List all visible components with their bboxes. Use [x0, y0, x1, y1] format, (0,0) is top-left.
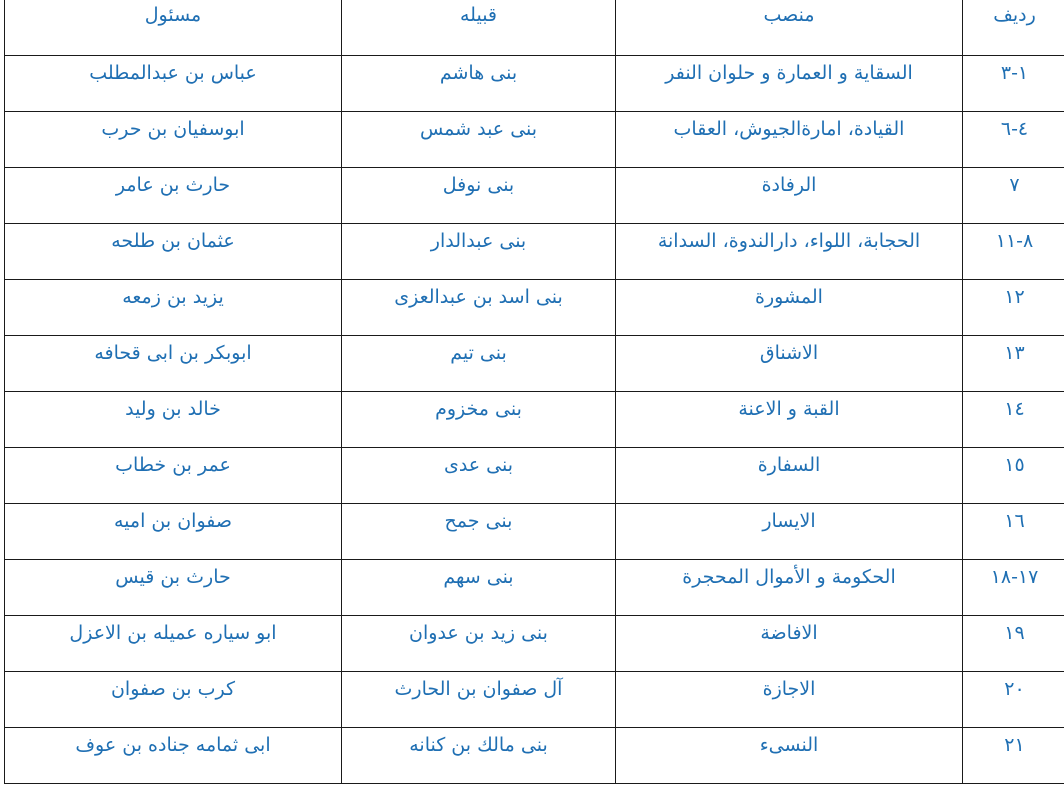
table-row	[5, 224, 1064, 280]
masool-text: حارث بن عامر	[115, 174, 231, 196]
radif-cell	[963, 56, 1064, 112]
radif-cell	[963, 616, 1064, 672]
radif-cell	[963, 672, 1064, 728]
masool-text: ابی ثمامه جناده بن عوف	[75, 734, 271, 756]
mansab-text: الایسار	[762, 510, 816, 532]
masool-cell	[5, 616, 342, 672]
header-radif: ردیف	[993, 4, 1036, 26]
masool-text: حارث بن قیس	[115, 566, 231, 588]
masool-cell	[5, 56, 342, 112]
mansab-cell	[616, 448, 963, 504]
radif-text: ٤-٦	[1000, 118, 1029, 140]
qabileh-text: بنی تیم	[450, 342, 507, 364]
mansab-text: الحجابة، اللواء، دارالندوة، السدانة	[657, 230, 921, 252]
qabileh-text: بنی هاشم	[439, 62, 518, 84]
radif-text: ١-٣	[1000, 62, 1029, 84]
radif-cell	[963, 560, 1064, 616]
radif-text: ١٤	[1004, 398, 1025, 420]
header-masool-cell	[5, 0, 342, 56]
radif-text: ١٧-١٨	[990, 566, 1039, 588]
table-row	[5, 392, 1064, 448]
masool-cell	[5, 336, 342, 392]
qabileh-cell	[342, 560, 616, 616]
radif-text: ٨-١١	[995, 230, 1034, 252]
masool-cell	[5, 392, 342, 448]
mansab-cell	[616, 224, 963, 280]
masool-text: عباس بن عبدالمطلب	[89, 62, 257, 84]
mansab-cell	[616, 616, 963, 672]
qabileh-cell	[342, 336, 616, 392]
qabileh-text: بنی نوفل	[442, 174, 515, 196]
qabileh-cell	[342, 448, 616, 504]
mansab-cell	[616, 560, 963, 616]
table-row	[5, 560, 1064, 616]
qabileh-cell	[342, 56, 616, 112]
table-row	[5, 112, 1064, 168]
radif-text: ٧	[1009, 174, 1020, 196]
header-masool: مسئول	[144, 4, 202, 26]
mansab-cell	[616, 168, 963, 224]
radif-text: ٢٠	[1004, 678, 1025, 700]
table-row	[5, 56, 1064, 112]
radif-text: ١٢	[1004, 286, 1025, 308]
radif-cell	[963, 112, 1064, 168]
radif-cell	[963, 224, 1064, 280]
mansab-text: الحکومة و الأموال المحجرة	[682, 566, 896, 588]
qabileh-text: آل صفوان بن الحارث	[394, 678, 563, 700]
radif-text: ١٦	[1004, 510, 1025, 532]
header-qabileh: قبیله	[459, 4, 498, 26]
qabileh-text: بنی عدی	[443, 454, 514, 476]
qabileh-text: بنی مخزوم	[435, 398, 522, 420]
radif-text: ١٣	[1004, 342, 1025, 364]
masool-cell	[5, 168, 342, 224]
qabileh-cell	[342, 672, 616, 728]
masool-text: ابوسفیان بن حرب	[101, 118, 245, 140]
radif-cell	[963, 728, 1064, 784]
radif-cell	[963, 168, 1064, 224]
masool-text: عثمان بن طلحه	[111, 230, 235, 252]
table-row	[5, 672, 1064, 728]
table-row	[5, 728, 1064, 784]
mansab-text: الافاضة	[760, 622, 818, 644]
qabileh-text: بنی عبد شمس	[419, 118, 538, 140]
mansab-cell	[616, 56, 963, 112]
qabileh-cell	[342, 280, 616, 336]
radif-cell	[963, 504, 1064, 560]
mansab-text: السفارة	[757, 454, 821, 476]
radif-cell	[963, 336, 1064, 392]
masool-text: صفوان بن امیه	[114, 510, 232, 532]
mansab-text: القبة و الاعنة	[738, 398, 840, 420]
qabileh-cell	[342, 168, 616, 224]
table-row	[5, 336, 1064, 392]
masool-cell	[5, 112, 342, 168]
positions-table	[4, 0, 1064, 784]
qabileh-text: بنی اسد بن عبدالعزی	[394, 286, 563, 308]
qabileh-text: بنی جمح	[444, 510, 513, 532]
mansab-cell	[616, 672, 963, 728]
header-qabileh-cell	[342, 0, 616, 56]
masool-text: ابو سیاره عمیله بن الاعزل	[69, 622, 277, 644]
table-row	[5, 504, 1064, 560]
masool-text: ابوبکر بن ابی قحافه	[94, 342, 252, 364]
qabileh-text: بنی سهم	[443, 566, 514, 588]
masool-text: خالد بن ولید	[125, 398, 221, 420]
mansab-cell	[616, 728, 963, 784]
qabileh-cell	[342, 224, 616, 280]
mansab-cell	[616, 336, 963, 392]
mansab-cell	[616, 280, 963, 336]
radif-cell	[963, 448, 1064, 504]
masool-text: یزید بن زمعه	[122, 286, 224, 308]
qabileh-cell	[342, 112, 616, 168]
header-radif-cell	[963, 0, 1064, 56]
mansab-text: السقایة و العمارة و حلوان النفر	[665, 62, 913, 84]
qabileh-cell	[342, 616, 616, 672]
table-body	[5, 0, 1064, 784]
header-mansab: منصب	[763, 4, 815, 26]
radif-text: ١٥	[1004, 454, 1025, 476]
masool-text: کرب بن صفوان	[110, 678, 236, 700]
masool-cell	[5, 728, 342, 784]
header-mansab-cell	[616, 0, 963, 56]
table-row	[5, 448, 1064, 504]
radif-cell	[963, 280, 1064, 336]
masool-cell	[5, 448, 342, 504]
masool-cell	[5, 560, 342, 616]
mansab-cell	[616, 112, 963, 168]
mansab-text: القیادة، امارةالجیوش، العقاب	[673, 118, 905, 140]
masool-cell	[5, 280, 342, 336]
qabileh-cell	[342, 504, 616, 560]
mansab-text: الرفادة	[761, 174, 817, 196]
qabileh-text: بنی زید بن عدوان	[409, 622, 548, 644]
masool-text: عمر بن خطاب	[115, 454, 231, 476]
masool-cell	[5, 224, 342, 280]
masool-cell	[5, 672, 342, 728]
radif-cell	[963, 392, 1064, 448]
qabileh-cell	[342, 392, 616, 448]
radif-text: ٢١	[1004, 734, 1025, 756]
mansab-cell	[616, 504, 963, 560]
mansab-text: المشورة	[755, 286, 823, 308]
radif-text: ١٩	[1004, 622, 1025, 644]
table-row	[5, 616, 1064, 672]
mansab-text: الاجازة	[762, 678, 816, 700]
table-row	[5, 168, 1064, 224]
table-row	[5, 280, 1064, 336]
mansab-text: النسیء	[759, 734, 819, 756]
header-row	[5, 0, 1064, 56]
qabileh-cell	[342, 728, 616, 784]
qabileh-text: بنی عبدالدار	[430, 230, 527, 252]
qabileh-text: بنی مالك بن کنانه	[409, 734, 548, 756]
mansab-text: الاشناق	[759, 342, 819, 364]
mansab-cell	[616, 392, 963, 448]
masool-cell	[5, 504, 342, 560]
